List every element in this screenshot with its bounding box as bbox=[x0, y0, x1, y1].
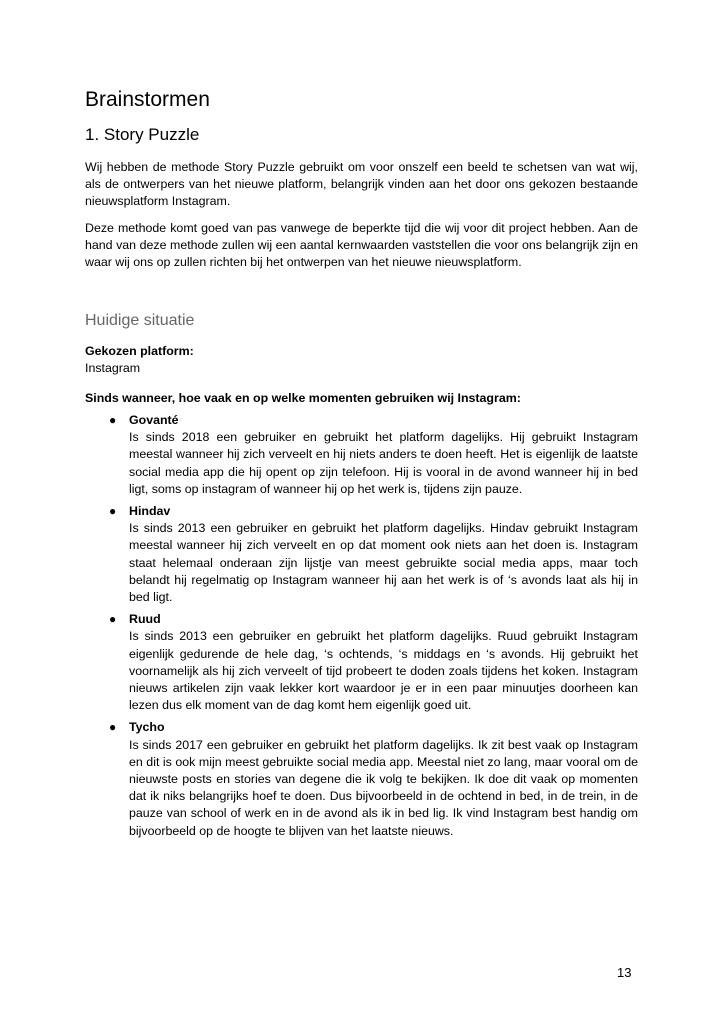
list-item bbox=[85, 412, 638, 498]
person-name: Ruud bbox=[129, 612, 161, 627]
bullet-icon: ● bbox=[109, 413, 117, 427]
list-item bbox=[85, 719, 638, 839]
person-name: Tycho bbox=[129, 720, 165, 735]
page-number: 13 bbox=[617, 965, 632, 980]
method-paragraph: Deze methode komt goed van pas vanwege de beperkte tijd die wij voor dit project hebben. Aan de hand van deze methode zullen wij een aantal kernwaarden vaststellen die voor ons belangrijk zijn en waar wij ons op zullen richten bij het ontwerpen van het nieuwe nieuwsplatform. bbox=[85, 221, 638, 270]
person-description: Is sinds 2017 een gebruiker en gebruikt het platform dagelijks. Ik zit best vaak op Instagram en dit is ook mijn meest gebruikte social media app. Meestal niet zo lang, maar vooral om de nieuwste posts en stories van degene die ik volg te bekijken. Ik doe dit vaak op momenten dat ik niks belangrijks hoef te doen. Dus bijvoorbeeld in de ochtend in bed, in de trein, in de pauze van school of werk en in de avond als ik in bed lig. Ik vind Instagram best handig om bijvoorbeeld op de hoogte te blijven van het laatste nieuws. bbox=[129, 737, 638, 838]
person-description: Is sinds 2013 een gebruiker en gebruikt het platform dagelijks. Ruud gebruikt Instagram eigenlijk gedurende de hele dag, ‘s ochtends, ‘s middags en ‘s avonds. Hij gebruikt het voornamelijk als hij zich verveelt of tijd probeert te doden zoals tijdens het koken. Instagram nieuws artikelen zijn vaak lekker kort waardoor je er in een paar minuutjes doorheen kan lezen dus elk moment van de dag komt hem eigenlijk goed uit. bbox=[129, 629, 638, 713]
people-list bbox=[85, 412, 638, 845]
person-name: Govanté bbox=[129, 413, 179, 427]
usage-question: Sinds wanneer, hoe vaak en op welke momenten gebruiken wij Instagram: bbox=[85, 391, 521, 405]
section-title: 1. Story Puzzle bbox=[85, 125, 200, 144]
page-heading: Brainstormen bbox=[85, 88, 210, 111]
bullet-icon: ● bbox=[109, 612, 117, 627]
person-description: Is sinds 2018 een gebruiker en gebruikt het platform dagelijks. Hij gebruikt Instagram meestal wanneer hij zich verveelt en hij niets anders te doen heeft. Het is eigenlijk de laatste social media app die hij opent op zijn telefoon. Hij is vooral in de avond wanneer hij in bed ligt, soms op instagram of wanneer hij op het werk is, tijdens zijn pauze. bbox=[129, 430, 638, 496]
bullet-icon: ● bbox=[109, 504, 117, 519]
bullet-icon: ● bbox=[109, 720, 117, 735]
person-description: Is sinds 2013 een gebruiker en gebruikt het platform dagelijks. Hindav gebruikt Instagram meestal wanneer hij zich verveelt en op dat moment ook niets aan het doen is. Instagram staat helemaal onderaan zijn lijstje van meest gebruikte social media apps, maar toch belandt hij regelmatig op Instagram wanneer hij aan het werk is of ‘s avonds laat als hij in bed ligt. bbox=[129, 521, 638, 605]
platform-label: Gekozen platform: bbox=[85, 344, 194, 358]
intro-paragraph: Wij hebben de methode Story Puzzle gebruikt om voor onszelf een beeld te schetsen van wat wij, als de ontwerpers van het nieuwe platform, belangrijk vinden aan het door ons gekozen bestaande nieuwsplatform Instagram. bbox=[85, 160, 638, 209]
subsection-title: Huidige situatie bbox=[85, 312, 195, 329]
list-item bbox=[85, 503, 638, 606]
platform-value: Instagram bbox=[85, 361, 141, 375]
list-item bbox=[85, 611, 638, 714]
person-name: Hindav bbox=[129, 504, 171, 519]
